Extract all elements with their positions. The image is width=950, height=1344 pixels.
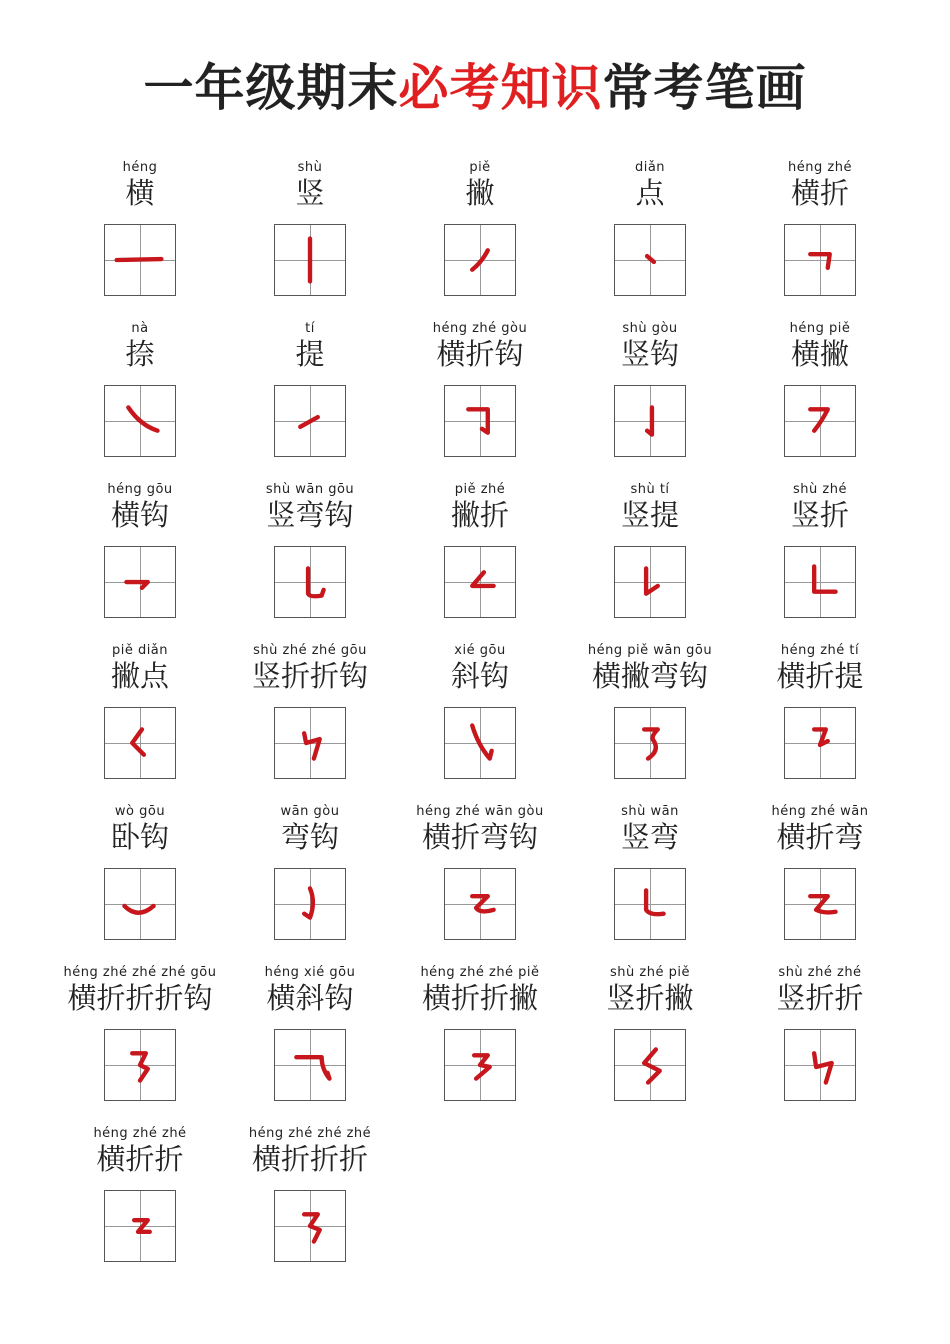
stroke-card [225,482,395,643]
stroke-pinyin: héng zhé gòu [432,321,528,336]
stroke-pinyin: tí [305,321,315,336]
stroke-card [225,804,395,965]
stroke-name: 提 [295,337,325,371]
stroke-pinyin: nà [131,321,149,336]
tian-grid-box [104,707,176,779]
stroke-glyph-icon [275,386,345,456]
stroke-name: 竖 [295,176,325,210]
tian-grid-box [444,1029,516,1101]
stroke-name: 横撇 [790,337,849,371]
stroke-glyph-icon [105,708,175,778]
stroke-name: 竖折折钩 [251,659,368,693]
tian-grid-box [614,385,686,457]
stroke-glyph-icon [615,386,685,456]
stroke-pinyin: héng zhé wān gòu [416,804,544,819]
stroke-glyph-icon [105,547,175,617]
tian-grid-box [614,546,686,618]
title-part3: 常考笔画 [602,59,807,117]
stroke-glyph-icon [275,869,345,939]
stroke-card [735,965,905,1126]
stroke-name: 竖弯钩 [266,498,354,532]
stroke-glyph-icon [105,386,175,456]
stroke-name: 横 [125,176,155,210]
stroke-pinyin: héng zhé zhé zhé [248,1126,372,1141]
tian-grid-box [104,385,176,457]
stroke-glyph-icon [785,708,855,778]
page-title [0,48,950,120]
stroke-pinyin: héng zhé tí [780,643,860,658]
stroke-card [225,643,395,804]
stroke-pinyin: héng zhé zhé piě [420,965,540,980]
stroke-name: 点 [635,176,665,210]
tian-grid-box [274,385,346,457]
tian-grid-box [784,868,856,940]
tian-grid-box [614,224,686,296]
tian-grid-box [444,385,516,457]
stroke-name: 竖折撇 [606,981,694,1015]
title-part2-highlight: 必考知识 [398,59,603,117]
stroke-pinyin: wān gòu [280,804,340,819]
stroke-name: 竖提 [620,498,679,532]
stroke-pinyin: héng gōu [107,482,173,497]
stroke-glyph-icon [615,708,685,778]
stroke-card [55,643,225,804]
stroke-glyph-icon [615,1030,685,1100]
stroke-card [55,804,225,965]
stroke-glyph-icon [275,225,345,295]
stroke-name: 竖折 [790,498,849,532]
stroke-name: 撇 [465,176,495,210]
stroke-name: 竖弯 [620,820,679,854]
stroke-name: 横撇弯钩 [591,659,708,693]
stroke-pinyin: shù zhé piě [610,965,690,980]
stroke-name: 横斜钩 [266,981,354,1015]
tian-grid-box [274,707,346,779]
stroke-name: 横折折 [96,1142,184,1176]
stroke-name: 横折折撇 [421,981,538,1015]
stroke-pinyin: héng zhé wān [771,804,869,819]
tian-grid-box [274,1190,346,1262]
stroke-glyph-icon [445,1030,515,1100]
stroke-glyph-icon [785,547,855,617]
tian-grid-box [104,1029,176,1101]
tian-grid-box [614,868,686,940]
tian-grid-box [784,1029,856,1101]
stroke-card [735,482,905,643]
stroke-pinyin: piě [469,160,491,175]
tian-grid-box [784,546,856,618]
tian-grid-box [614,707,686,779]
stroke-glyph-icon [105,1030,175,1100]
stroke-pinyin: shù tí [630,482,670,497]
stroke-card [395,482,565,643]
stroke-card [565,804,735,965]
stroke-glyph-icon [785,869,855,939]
stroke-glyph-icon [275,1030,345,1100]
stroke-glyph-icon [785,1030,855,1100]
stroke-name: 斜钩 [450,659,509,693]
title-part1: 一年级期末 [143,59,399,117]
stroke-name: 横折弯 [776,820,864,854]
stroke-card [395,643,565,804]
stroke-pinyin: héng zhé zhé [93,1126,187,1141]
stroke-pinyin: shù wān [621,804,679,819]
stroke-pinyin: piě zhé [454,482,506,497]
stroke-card [395,965,565,1126]
tian-grid-box [274,1029,346,1101]
stroke-pinyin: wò gōu [114,804,166,819]
stroke-card [55,321,225,482]
tian-grid-box [274,546,346,618]
stroke-name: 横折钩 [436,337,524,371]
stroke-name: 横折折折 [251,1142,368,1176]
tian-grid-box [274,868,346,940]
stroke-name: 撇折 [450,498,509,532]
stroke-pinyin: héng piě wān gōu [587,643,713,658]
stroke-glyph-icon [785,386,855,456]
stroke-glyph-icon [105,1191,175,1261]
stroke-card [55,1126,225,1287]
stroke-pinyin: héng zhé [788,160,852,175]
stroke-name: 竖钩 [620,337,679,371]
stroke-name: 横折折折钩 [67,981,213,1015]
stroke-glyph-icon [445,869,515,939]
stroke-glyph-icon [275,708,345,778]
stroke-card [55,482,225,643]
stroke-card [565,965,735,1126]
stroke-glyph-icon [445,225,515,295]
stroke-grid [55,160,905,1287]
stroke-pinyin: shù gòu [622,321,678,336]
tian-grid-box [104,1190,176,1262]
stroke-glyph-icon [445,386,515,456]
tian-grid-box [784,707,856,779]
tian-grid-box [104,224,176,296]
stroke-name: 横折弯钩 [421,820,538,854]
stroke-name: 卧钩 [110,820,169,854]
stroke-pinyin: shù zhé zhé [778,965,862,980]
stroke-card [565,321,735,482]
stroke-pinyin: piě diǎn [111,643,169,658]
stroke-name: 捺 [125,337,155,371]
tian-grid-box [104,546,176,618]
stroke-pinyin: shù wān gōu [265,482,355,497]
tian-grid-box [444,546,516,618]
stroke-glyph-icon [105,869,175,939]
stroke-glyph-icon [105,225,175,295]
stroke-card [735,804,905,965]
stroke-glyph-icon [275,1191,345,1261]
stroke-card [735,643,905,804]
stroke-card [225,965,395,1126]
stroke-card [225,160,395,321]
stroke-pinyin: héng zhé zhé zhé gōu [63,965,217,980]
stroke-card [565,160,735,321]
tian-grid-box [104,868,176,940]
stroke-pinyin: xié gōu [454,643,506,658]
tian-grid-box [444,224,516,296]
stroke-card [225,321,395,482]
stroke-name: 弯钩 [280,820,339,854]
tian-grid-box [274,224,346,296]
stroke-name: 横折 [790,176,849,210]
stroke-pinyin: shù zhé [793,482,847,497]
stroke-pinyin: shù [297,160,323,175]
stroke-pinyin: diǎn [634,160,666,175]
stroke-card [55,965,225,1126]
stroke-card [395,804,565,965]
tian-grid-box [614,1029,686,1101]
stroke-pinyin: shù zhé zhé gōu [253,643,367,658]
stroke-card [565,643,735,804]
stroke-glyph-icon [445,547,515,617]
stroke-glyph-icon [615,225,685,295]
stroke-glyph-icon [445,708,515,778]
stroke-name: 竖折折 [776,981,864,1015]
stroke-name: 横钩 [110,498,169,532]
stroke-card [735,160,905,321]
stroke-pinyin: héng [122,160,158,175]
tian-grid-box [444,707,516,779]
stroke-pinyin: héng xié gōu [264,965,356,980]
stroke-pinyin: héng piě [789,321,851,336]
stroke-card [225,1126,395,1287]
stroke-card [395,321,565,482]
tian-grid-box [784,224,856,296]
tian-grid-box [444,868,516,940]
stroke-glyph-icon [785,225,855,295]
stroke-card [395,160,565,321]
stroke-name: 撇点 [110,659,169,693]
stroke-glyph-icon [275,547,345,617]
stroke-glyph-icon [615,547,685,617]
stroke-name: 横折提 [776,659,864,693]
stroke-card [565,482,735,643]
stroke-card [55,160,225,321]
stroke-glyph-icon [615,869,685,939]
tian-grid-box [784,385,856,457]
stroke-card [735,321,905,482]
